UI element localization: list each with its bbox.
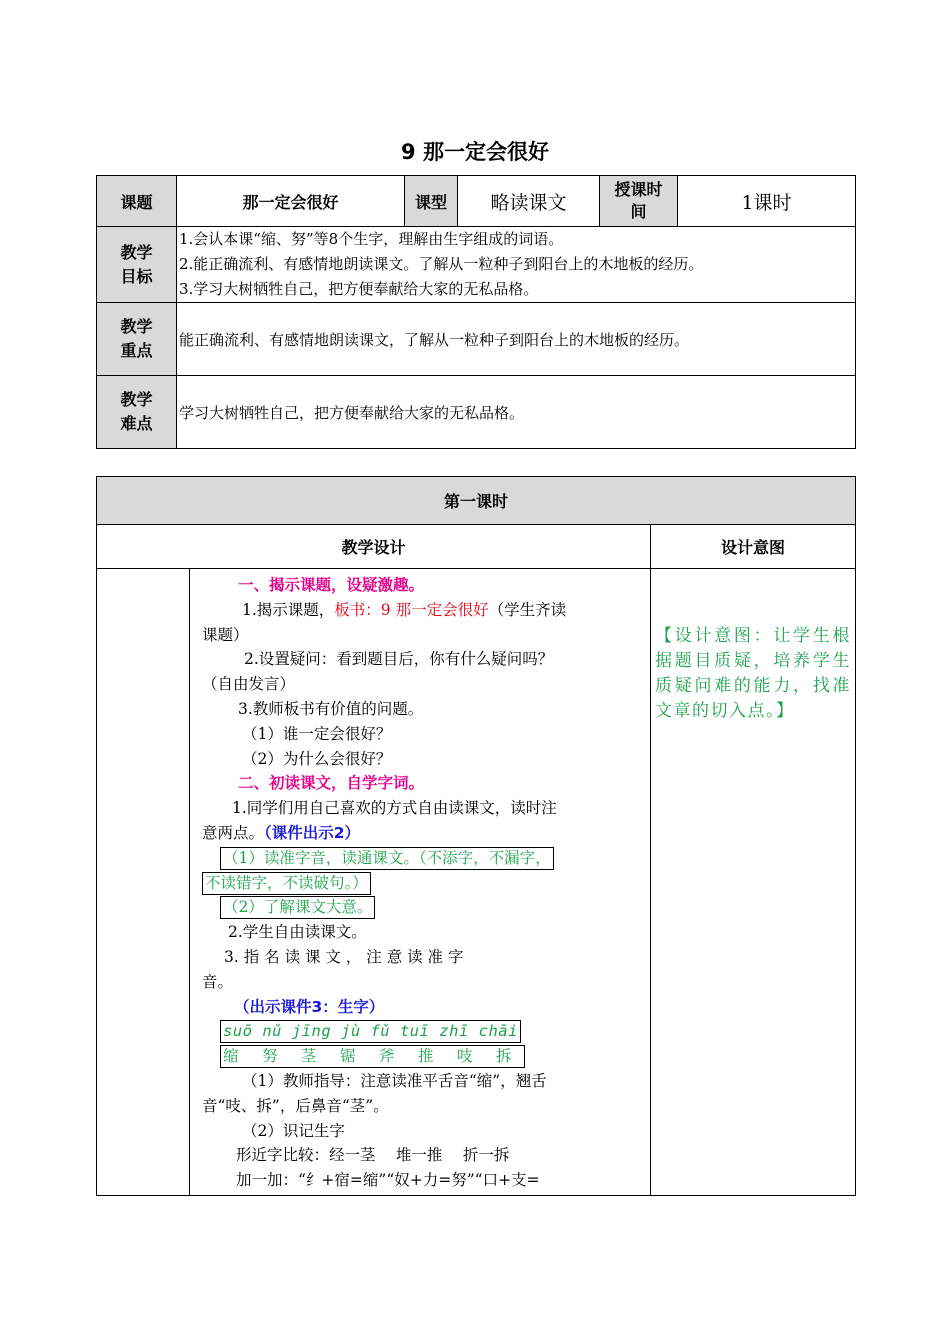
- section-heading: 一、揭示课题，设疑激趣。: [238, 576, 425, 594]
- goal-item: 3.学习大树牺牲自己，把方便奉献给大家的无私品格。: [179, 280, 539, 298]
- text: 3.教师板书有价值的问题。: [238, 699, 424, 718]
- lesson-info-table: [96, 175, 856, 449]
- text: （1）谁一定会很好？: [242, 724, 392, 743]
- text: 课题）: [202, 625, 249, 644]
- time-label: 授课时间: [600, 176, 678, 227]
- text: （自由发言）: [202, 675, 296, 694]
- text: 意两点。: [202, 823, 265, 842]
- intent-text: 【设计意图：让学生根据题目质疑，培养学生质疑问难的能力，找准文章的切入点。】: [655, 626, 851, 721]
- courseware-box: （2）了解课文大意。: [220, 896, 375, 919]
- text: 1.同学们用自己喜欢的方式自由读课文，读时注: [232, 799, 557, 818]
- design-content: [190, 569, 651, 1196]
- character: 锯: [340, 1047, 356, 1066]
- character: 拆: [496, 1047, 512, 1066]
- type-label: 课型: [405, 176, 458, 227]
- difficulties-text: 学习大树牺牲自己，把方便奉献给大家的无私品格。: [177, 376, 856, 449]
- text: （学生齐读: [488, 600, 567, 619]
- character: 推: [418, 1047, 434, 1066]
- character: 努: [262, 1047, 278, 1066]
- key-points-label: 教学重点: [97, 303, 177, 376]
- text: （2）识记生字: [242, 1121, 345, 1140]
- character: 斧: [379, 1047, 395, 1066]
- topic-label: 课题: [97, 176, 177, 227]
- courseware-box: 不读错字，不读破句。）: [202, 872, 371, 895]
- text: 音。: [202, 972, 234, 991]
- goals-list: [177, 227, 856, 303]
- goal-item: 1.会认本课“缩、努”等8个生字，理解由生字组成的词语。: [179, 230, 564, 248]
- character: 吱: [457, 1047, 473, 1066]
- goal-item: 2.能正确流利、有感情地朗读课文。了解从一粒种子到阳台上的木地板的经历。: [179, 255, 704, 273]
- text: 1.揭示课题，: [242, 600, 335, 619]
- courseware-box: （1）读准字音，读通课文。（不添字，不漏字，: [220, 847, 554, 870]
- text: 音“吱、拆”，后鼻音“茎”。: [202, 1096, 389, 1115]
- text: 2.学生自由读课文。: [228, 923, 367, 942]
- text: 加一加：“纟+宿=缩”“奴+力=努”“口+支=: [236, 1171, 540, 1190]
- text: 形近字比较：经一茎 堆一推 折一拆: [236, 1146, 510, 1165]
- text: 3. 指 名 读 课 文 ， 注 意 读 准 字: [224, 947, 464, 966]
- key-points-text: 能正确流利、有感情地朗读课文，了解从一粒种子到阳台上的木地板的经历。: [177, 303, 856, 376]
- text: （1）教师指导：注意读准平舌音“缩”，翘舌: [242, 1071, 547, 1090]
- intent-column-header: 设计意图: [651, 525, 856, 569]
- topic-value: 那一定会很好: [177, 176, 405, 227]
- time-value: 1课时: [678, 176, 856, 227]
- difficulties-label: 教学难点: [97, 376, 177, 449]
- type-value: 略读课文: [458, 176, 600, 227]
- character: 茎: [301, 1047, 317, 1066]
- courseware-label: （出示课件3：生字）: [234, 997, 385, 1016]
- text: 2.设置疑问：看到题目后，你有什么疑问吗？: [244, 650, 554, 669]
- first-lesson-table: [96, 476, 856, 1196]
- design-column-header: 教学设计: [97, 525, 651, 569]
- character: 缩: [223, 1047, 239, 1066]
- text: （2）为什么会很好？: [242, 749, 392, 768]
- blank-cell: [97, 569, 190, 1196]
- pinyin-box: suō nǔ jīng jù fǔ tuī zhī chāi: [220, 1020, 521, 1043]
- board-text: 板书：9 那一定会很好: [334, 600, 489, 619]
- goals-label: 教学目标: [97, 227, 177, 303]
- intent-content: [651, 569, 856, 1196]
- characters-box: [220, 1045, 525, 1068]
- page-title: 9 那一定会很好: [401, 140, 549, 164]
- courseware-label: （课件出示2）: [264, 823, 361, 842]
- lesson-heading: 第一课时: [97, 477, 856, 525]
- section-heading: 二、初读课文，自学字词。: [238, 774, 425, 793]
